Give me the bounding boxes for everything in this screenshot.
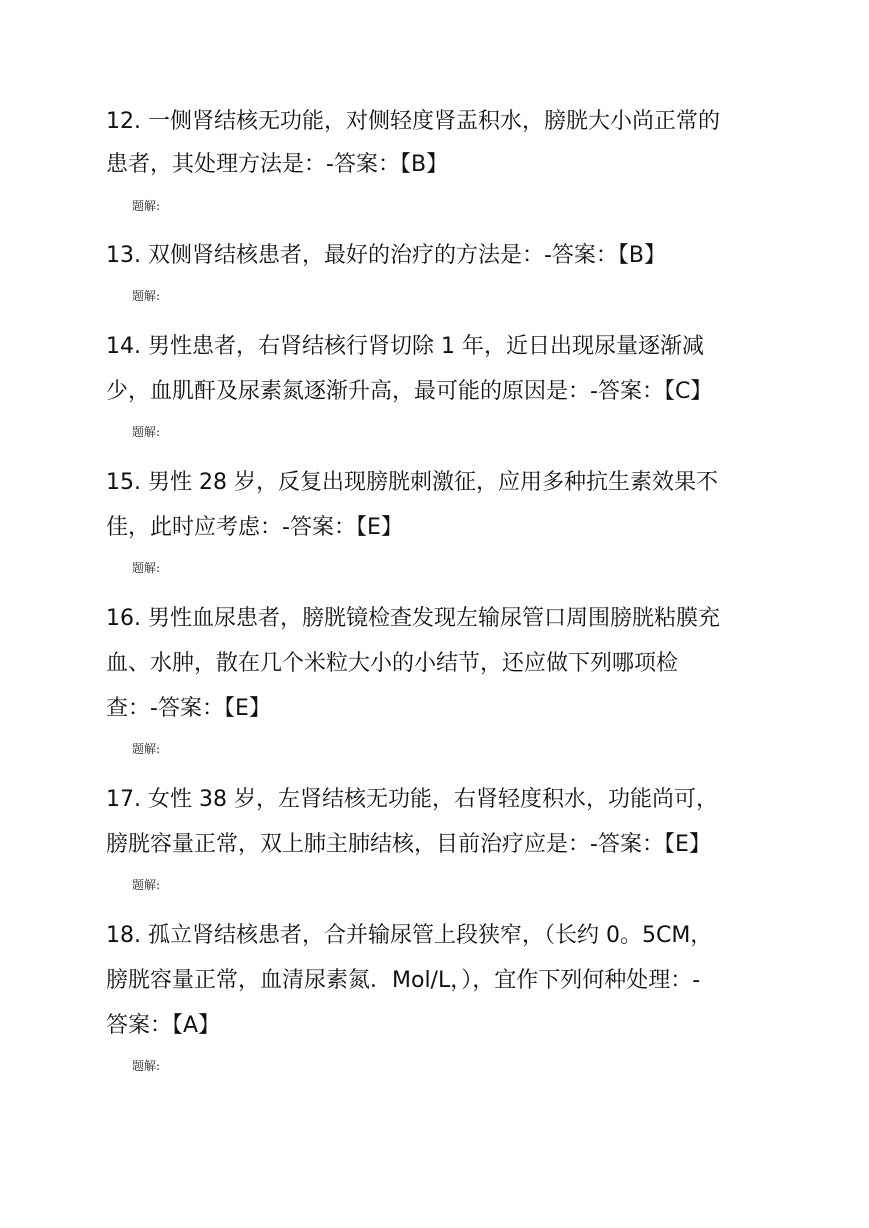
- explanation-label: 题解:: [132, 199, 161, 213]
- question-text-line: 16. 男性血尿患者，膀胱镜检查发现左输尿管口周围膀胱粘膜充: [106, 606, 720, 631]
- question-text-line: 血、水肿，散在几个米粒大小的小结节，还应做下列哪项检: [106, 651, 679, 676]
- question-text-line: 18. 孤立肾结核患者，合并输尿管上段狭窄，（长约 0。5CM，: [106, 923, 713, 948]
- question-text-line: 佳，此时应考虑：-答案：【E】: [106, 515, 403, 540]
- question-text-line: 查：-答案：【E】: [106, 696, 271, 721]
- question-text-line: 答案：【A】: [106, 1013, 221, 1038]
- question-text-line: 15. 男性 28 岁，反复出现膀胱刺激征，应用多种抗生素效果不: [106, 470, 718, 495]
- explanation-label: 题解:: [132, 742, 161, 756]
- question-text-line: 17. 女性 38 岁，左肾结核无功能，右肾轻度积水，功能尚可，: [106, 787, 718, 812]
- question-text-line: 少，血肌酐及尿素氮逐渐升高，最可能的原因是：-答案：【C】: [106, 379, 713, 404]
- explanation-label: 题解:: [132, 425, 161, 439]
- question-text-line: 膀胱容量正常，血清尿素氮．Mol/L，），宜作下列何种处理：-: [106, 968, 701, 993]
- explanation-label: 题解:: [132, 878, 161, 892]
- question-text-line: 膀胱容量正常，双上肺主肺结核，目前治疗应是：-答案：【E】: [106, 832, 711, 857]
- question-text-line: 14. 男性患者，右肾结核行肾切除 1 年，近日出现尿量逐渐减: [106, 334, 704, 359]
- explanation-label: 题解:: [132, 1059, 161, 1073]
- question-text-line: 13. 双侧肾结核患者，最好的治疗的方法是：-答案：【B】: [106, 243, 667, 268]
- explanation-label: 题解:: [132, 289, 161, 303]
- explanation-label: 题解:: [132, 561, 161, 575]
- question-text-line: 患者，其处理方法是：-答案：【B】: [106, 152, 449, 177]
- question-text-line: 12. 一侧肾结核无功能，对侧轻度肾盂积水，膀胱大小尚正常的: [106, 109, 720, 134]
